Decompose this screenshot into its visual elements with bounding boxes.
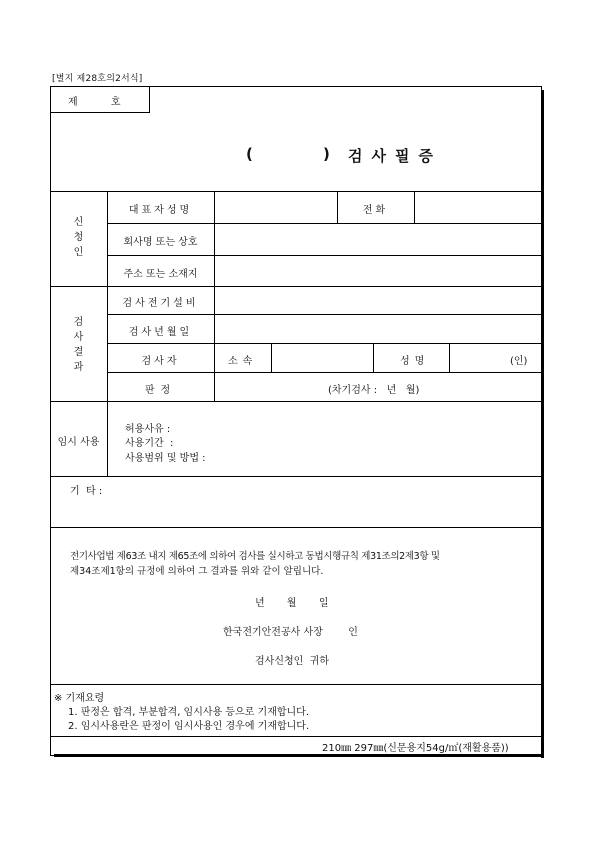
rule-name-right bbox=[449, 343, 450, 372]
rule-instructions-top bbox=[50, 684, 541, 685]
rule-result-1 bbox=[107, 314, 541, 315]
rule-temp-top bbox=[50, 401, 541, 402]
name-label: 성명 bbox=[400, 356, 430, 367]
title-paren-close: ) bbox=[323, 145, 339, 163]
rule-affiliation-right bbox=[271, 343, 272, 372]
notice-line-2: 제34조제1항의 규정에 의하여 그 결과를 위와 같이 알립니다. bbox=[70, 566, 324, 577]
serial-number-label: 제 호 bbox=[68, 97, 121, 108]
rule-paper-top bbox=[50, 736, 541, 737]
instructions-header: ※ 기재요령 bbox=[54, 693, 105, 704]
rep-name-label: 대표자성명 bbox=[128, 205, 193, 216]
notice-line-1: 전기사업법 제63조 내지 제65조에 의하여 검사를 실시하고 동법시행규칙 제31조의2제3항 및 bbox=[70, 551, 440, 562]
applicant-group-label: 신청인 bbox=[73, 217, 84, 258]
temporary-period-label: 사용기간 : bbox=[125, 438, 174, 449]
result-group-label: 검사결과 bbox=[73, 317, 84, 373]
rule-applicant-2 bbox=[107, 255, 541, 256]
title-paren-open: ( bbox=[246, 145, 262, 163]
recipient-line: 검사신청인 귀하 bbox=[255, 656, 329, 667]
frame-shadow-right bbox=[541, 90, 544, 758]
date-label: 검사년월일 bbox=[128, 327, 193, 338]
frame-shadow-bottom bbox=[54, 754, 544, 757]
page-title: 검사필증 bbox=[348, 147, 442, 165]
facility-label: 검사전기설비 bbox=[122, 298, 199, 309]
rule-applicant-top bbox=[50, 191, 541, 192]
rule-field-column bbox=[214, 191, 215, 401]
seal-label: (인) bbox=[510, 356, 528, 367]
address-label: 주소 또는 소재지 bbox=[123, 269, 198, 280]
rule-result-3 bbox=[107, 372, 541, 373]
rule-applicant-1 bbox=[107, 223, 541, 224]
rule-name-left bbox=[373, 343, 374, 372]
next-inspection-label: (차기검사 : 년 월) bbox=[328, 385, 420, 396]
rule-other-top bbox=[50, 476, 541, 477]
instructions-item-2: 2. 임시사용란은 판정이 임시사용인 경우에 기재합니다. bbox=[68, 721, 310, 732]
affiliation-label: 소속 bbox=[228, 356, 258, 367]
paper-spec: 210㎜ 297㎜(신문용지54g/㎡(재활용품)) bbox=[322, 743, 509, 754]
rule-phone-right bbox=[414, 191, 415, 223]
temporary-scope-label: 사용범위 및 방법 : bbox=[125, 453, 206, 464]
issuer-line: 한국전기안전공사 사장 인 bbox=[223, 627, 358, 638]
company-label: 회사명 또는 상호 bbox=[123, 237, 198, 248]
phone-label: 전화 bbox=[362, 205, 389, 216]
notice-date: 년 월 일 bbox=[255, 598, 329, 609]
form-label: [별지 제28호의2서식] bbox=[52, 74, 143, 84]
temporary-use-label: 임시 사용 bbox=[57, 437, 100, 448]
rule-notice-top bbox=[50, 527, 541, 528]
inspector-label: 검사자 bbox=[141, 356, 180, 367]
instructions-item-1: 1. 판정은 합격, 부분합격, 임시사용 등으로 기재합니다. bbox=[68, 707, 310, 718]
serial-box-bottom bbox=[50, 112, 149, 113]
rule-result-top bbox=[50, 286, 541, 287]
rule-result-2 bbox=[107, 343, 541, 344]
other-label: 기 타 : bbox=[70, 486, 103, 497]
temporary-reason-label: 허용사유 : bbox=[125, 424, 171, 435]
serial-box-right bbox=[149, 86, 150, 113]
judgment-label: 판정 bbox=[144, 385, 177, 396]
